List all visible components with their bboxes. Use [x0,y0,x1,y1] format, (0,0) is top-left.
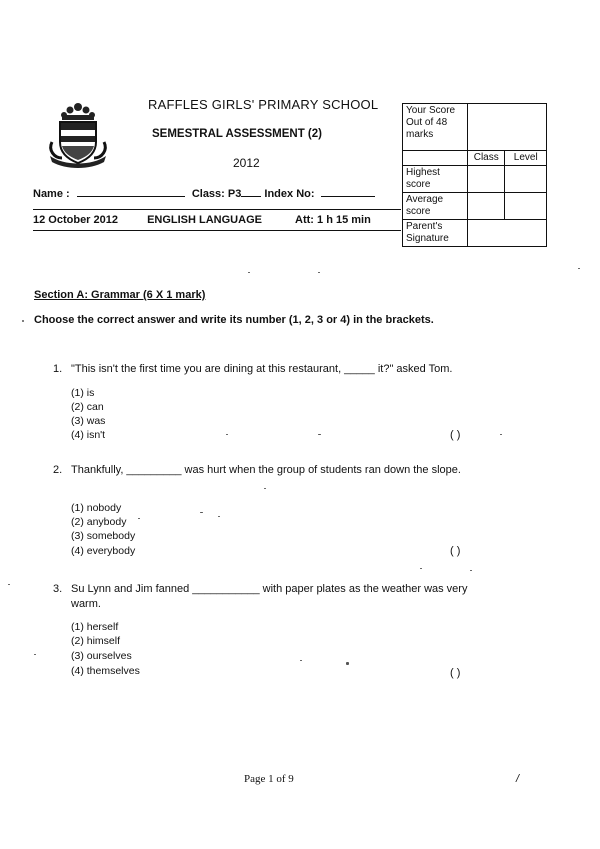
question-2-option-2[interactable]: (2) anybody [71,516,127,528]
question-3-text-line-2: warm. [71,598,101,610]
question-3-option-1[interactable]: (1) herself [71,621,119,633]
highest-score-label: Highest score [403,166,468,193]
section-title: Section A: Grammar (6 X 1 mark) [34,289,206,301]
question-2-number: 2. [53,464,63,476]
question-1-text: "This isn't the first time you are dining at this restaurant, _____ it?" asked Tom. [71,363,453,375]
exam-duration: Att: 1 h 15 min [295,214,371,226]
question-1-answer-bracket[interactable]: ( ) [450,429,461,441]
question-2-answer-bracket[interactable]: ( ) [450,545,461,557]
index-blank[interactable] [321,187,375,197]
school-crest-logo [44,98,112,168]
average-level-cell[interactable] [505,193,547,220]
question-1-option-3[interactable]: (3) was [71,415,106,427]
parent-signature-label: Parent's Signature [403,220,468,247]
index-label: Index No: [264,188,315,200]
exam-date: 12 October 2012 [33,214,118,226]
question-3-number: 3. [53,583,63,595]
class-column-header: Class [468,151,505,166]
level-column-header: Level [505,151,547,166]
score-table [402,103,547,247]
your-score-cell[interactable] [468,104,547,151]
name-blank[interactable] [77,187,185,197]
assessment-year: 2012 [233,156,260,170]
your-score-label: Your Score Out of 48 marks [403,104,468,151]
class-blank[interactable] [241,187,261,197]
question-2-text: Thankfully, _________ was hurt when the group of students ran down the slope. [71,464,461,476]
highest-level-cell[interactable] [505,166,547,193]
header-rule-top [33,209,401,210]
question-3-answer-bracket[interactable]: ( ) [450,667,461,679]
page-number: Page 1 of 9 [244,773,294,785]
exam-info-line [33,214,371,226]
exam-subject: ENGLISH LANGUAGE [147,214,262,226]
question-3-text-line-1: Su Lynn and Jim fanned ___________ with paper plates as the weather was very [71,583,468,595]
question-3-option-2[interactable]: (2) himself [71,635,121,647]
assessment-title: SEMESTRAL ASSESSMENT (2) [152,128,322,140]
question-1-option-4[interactable]: (4) isn't [71,429,106,441]
student-details-line [33,187,375,200]
school-name: RAFFLES GIRLS' PRIMARY SCHOOL [148,97,379,112]
question-1-number: 1. [53,363,63,375]
parent-signature-cell[interactable] [468,220,547,247]
question-1-option-2[interactable]: (2) can [71,401,104,413]
question-1-option-1[interactable]: (1) is [71,387,95,399]
question-2-option-4[interactable]: (4) everybody [71,545,136,557]
name-label: Name : [33,188,70,200]
header-rule-bottom [33,230,401,231]
section-instruction: Choose the correct answer and write its number (1, 2, 3 or 4) in the brackets. [34,314,434,326]
average-class-cell[interactable] [468,193,505,220]
class-label: Class: P3 [191,188,242,200]
average-score-label: Average score [403,193,468,220]
question-3-option-4[interactable]: (4) themselves [71,665,140,677]
corner-mark: / [516,773,520,785]
question-2-option-3[interactable]: (3) somebody [71,530,136,542]
question-2-option-1[interactable]: (1) nobody [71,502,122,514]
question-3-option-3[interactable]: (3) ourselves [71,650,132,662]
highest-class-cell[interactable] [468,166,505,193]
